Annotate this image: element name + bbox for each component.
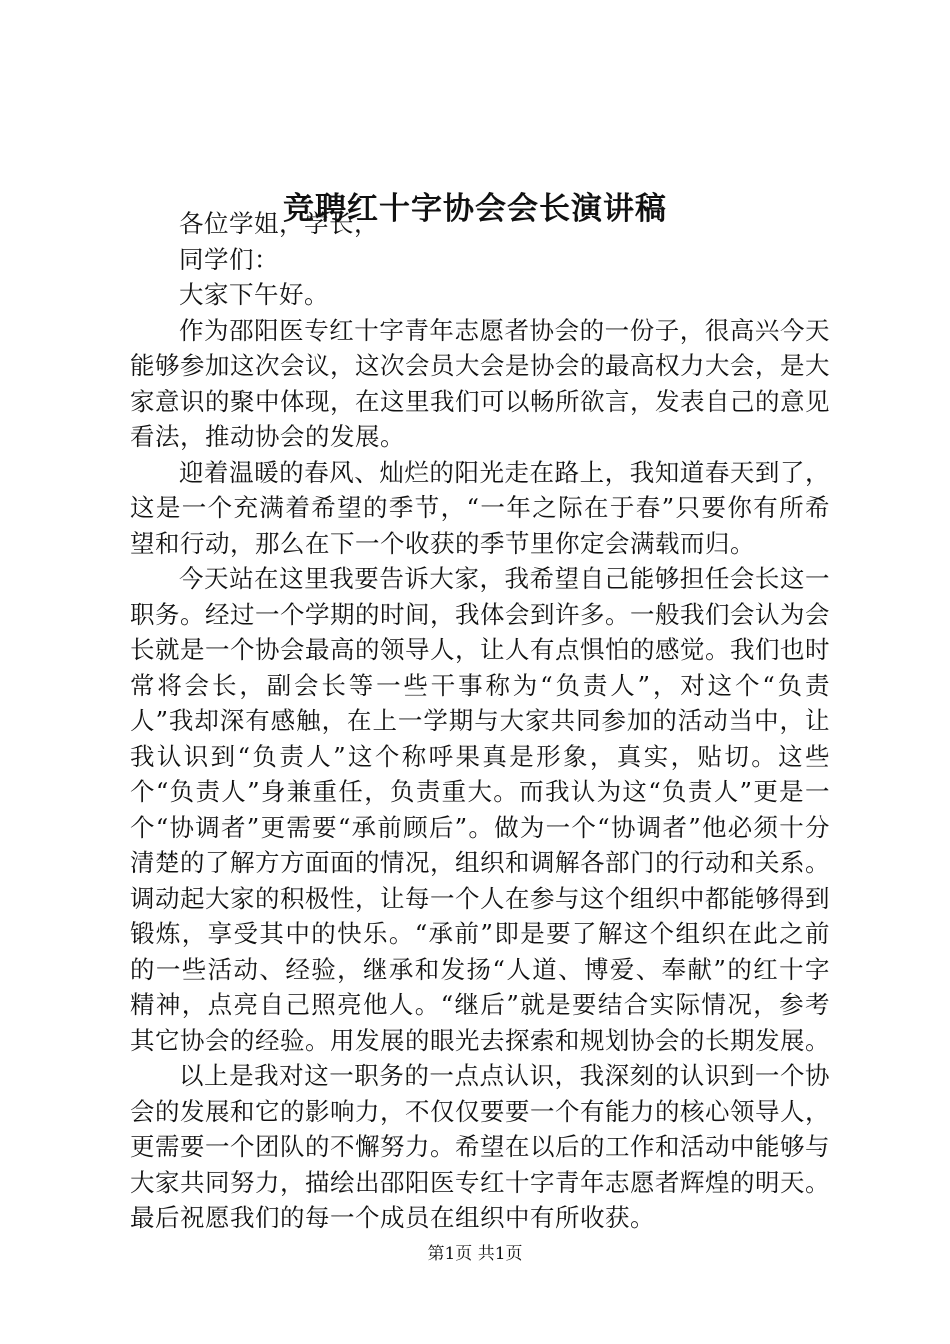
greeting-line-1: 各位学姐，学长， — [179, 209, 379, 238]
paragraph-intro: 作为邵阳医专红十字青年志愿者协会的一份子，很高兴今天能够参加这次会议，这次会员大会是协会的最高权力大会，是大家意识的聚中体现，在这里我们可以畅所欲言，发表自己的意见看法，推动协会的发展。 — [130, 315, 830, 451]
page-footer: 第1页 共1页 — [427, 1244, 523, 1264]
document-body — [130, 206, 830, 1236]
greeting-line-2: 同学们： — [179, 244, 279, 274]
paragraph-closing: 以上是我对这一职务的一点点认识，我深刻的认识到一个协会的发展和它的影响力，不仅仅要要一个有能力的核心领导人，更需要一个团队的不懈努力。希望在以后的工作和活动中能够与大家共同努力，描绘出邵阳医专红十字青年志愿者辉煌的明天。最后祝愿我们的每一个成员在组织中有所收获。 — [130, 1061, 830, 1232]
paragraph-spring: 迎着温暖的春风、灿烂的阳光走在路上，我知道春天到了，这是一个充满着希望的季节，“一年之际在于春”只要你有所希望和行动，那么在下一个收获的季节里你定会满载而归。 — [130, 457, 830, 558]
greeting-line-3: 大家下午好。 — [179, 280, 329, 309]
paragraph-role: 今天站在这里我要告诉大家，我希望自己能够担任会长这一职务。经过一个学期的时间，我体会到许多。一般我们会认为会长就是一个协会最高的领导人，让人有点惧怕的感觉。我们也时常将会长，副会长等一些干事称为“负责人”，对这个“负责人”我却深有感触，在上一学期与大家共同参加的活动当中，让我认识到“负责人”这个称呼果真是形象，真实，贴切。这些个“负责人”身兼重任，负责重大。而我认为这“负责人”更是一个“协调者”更需要“承前顾后”。做为一个“协调者”他必须十分清楚的了解方方面面的情况，组织和调解各部门的行动和关系。调动起大家的积极性，让每一个人在参与这个组织中都能够得到锻炼，享受其中的快乐。“承前”即是要了解这个组织在此之前的一些活动、经验，继承和发扬“人道、博爱、奉献”的红十字精神，点亮自己照亮他人。“继后”就是要结合实际情况，参考其它协会的经验。用发展的眼光去探索和规划协会的长期发展。 — [130, 564, 830, 1055]
document-title: 竞聘红十字协会会长演讲稿 — [283, 191, 667, 227]
